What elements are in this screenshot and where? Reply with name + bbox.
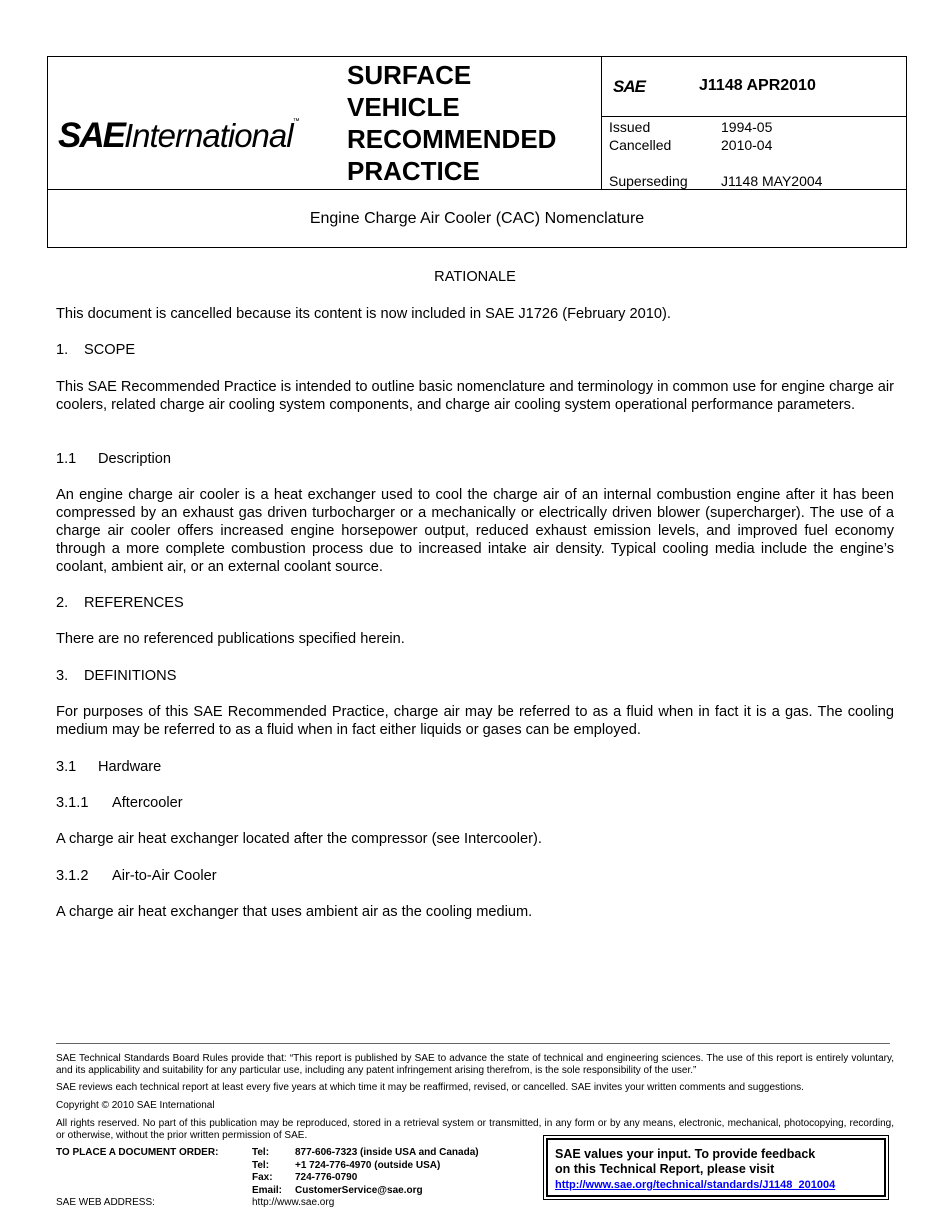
rationale-text: This document is cancelled because its content is now included in SAE J1726 (February 2010). [56,306,671,322]
section-title: Aftercooler [112,795,183,811]
section-title: REFERENCES [84,595,184,611]
issued-value: 1994-05 [721,119,773,135]
header-divider-meta [601,116,907,117]
section-title: Hardware [98,759,162,775]
feedback-text-line2: on this Technical Report, please visit [555,1162,775,1176]
rights-notice: All rights reserved. No part of this publication may be reproduced, stored in a retrieval system or transmitted, in any form or by any means, electronic, mechanical, photocopying, recording, or otherwise, without the prior written permission of SAE. [56,1118,894,1141]
email-value[interactable]: CustomerService@sae.org [295,1185,423,1196]
definitions-text: For purposes of this SAE Recommended Practice, charge air may be referred to as a fluid when in fact it is a gas. The cooling medium may be referred to as a fluid when in fact either liquids or gases can be employed. [56,704,894,738]
logo-trademark: ™ [292,118,300,125]
logo-international-text: International [123,117,293,154]
document-title: Engine Charge Air Cooler (CAC) Nomenclature [309,210,645,227]
section-title: DEFINITIONS [84,668,177,684]
doc-type-line: PRACTICE [347,156,480,186]
section-heading-hardware [56,758,894,776]
section-heading-scope [56,341,894,359]
rationale-heading: RATIONALE [434,269,516,285]
email-label: Email: [252,1185,283,1196]
feedback-box [543,1135,889,1200]
copyright-notice: Copyright © 2010 SAE International [56,1100,215,1111]
scope-text: This SAE Recommended Practice is intended to outline basic nomenclature and terminology in common use for engine charge air coolers, related charge air cooling system components, and charge air cooling system operational performance parameters. [56,379,894,413]
tel1-label: Tel: [252,1147,270,1158]
web-address-link[interactable]: http://www.sae.org [252,1197,335,1208]
tel2-label: Tel: [252,1160,270,1171]
doc-type-line: SURFACE [347,60,472,90]
sae-international-logo [58,116,300,155]
tel1-value: 877-606-7323 (inside USA and Canada) [295,1147,479,1158]
section-number: 1.1 [56,451,77,467]
logo-sae-text: SAE [58,116,124,155]
feedback-text-line1: SAE values your input. To provide feedback [555,1147,816,1161]
order-label: TO PLACE A DOCUMENT ORDER: [56,1147,219,1158]
section-heading-air-to-air [56,867,894,885]
section-number: 2. [56,595,69,611]
feedback-link[interactable]: http://www.sae.org/technical/standards/J1148_201004 [555,1179,836,1191]
section-heading-references [56,594,894,612]
cancelled-label: Cancelled [609,137,672,153]
footer-rule [56,1043,890,1044]
description-text: An engine charge air cooler is a heat exchanger used to cool the charge air of an internal combustion engine after it has been compressed by an exhaust gas driven turbocharger or a mechanically or electrically driven blower (supercharger). The use of a charge air cooler offers increased engine horsepower output, reduced exhaust emission levels, and improved fuel economy through a more complete combustion process due to increased intake air density. Typical cooling media include the engine’s coolant, ambient air, or an external coolant source. [56,487,894,575]
review-notice: SAE reviews each technical report at least every five years at which time it may be reaffirmed, revised, or cancelled. SAE invites your written comments and suggestions. [56,1082,804,1093]
superseding-value: J1148 MAY2004 [721,173,823,189]
section-number: 3.1 [56,759,77,775]
section-number: 3.1.1 [56,795,89,811]
fax-value: 724-776-0790 [295,1172,358,1183]
section-number: 3. [56,668,69,684]
issued-label: Issued [609,119,651,135]
small-sae-logo: SAE [613,77,645,96]
web-address-label: SAE WEB ADDRESS: [56,1197,155,1208]
superseding-label: Superseding [609,173,688,189]
doc-type-line: VEHICLE [347,92,460,122]
cancelled-value: 2010-04 [721,137,773,153]
section-heading-definitions [56,667,894,685]
document-header [47,56,907,248]
section-heading-description [56,450,894,468]
document-number: J1148 APR2010 [699,77,816,94]
header-divider-vertical [601,57,602,189]
doc-type-line: RECOMMENDED [347,124,557,154]
tel2-value: +1 724-776-4970 (outside USA) [295,1160,441,1171]
section-title: Air-to-Air Cooler [112,868,217,884]
section-heading-aftercooler [56,794,894,812]
references-text: There are no referenced publications specified herein. [56,631,405,647]
section-title: Description [98,451,171,467]
document-type [347,59,597,187]
section-title: SCOPE [84,342,136,358]
fax-label: Fax: [252,1172,273,1183]
standards-board-rules: SAE Technical Standards Board Rules provide that: “This report is published by SAE to advance the state of technical and engineering sciences. The use of this report is entirely voluntary, and its applicability and suitability for any particular use, including any patent infringement arising therefrom, is the sole responsibility of the user.” [56,1053,894,1076]
air-to-air-text: A charge air heat exchanger that uses ambient air as the cooling medium. [56,904,533,920]
aftercooler-text: A charge air heat exchanger located after the compressor (see Intercooler). [56,831,542,847]
section-number: 1. [56,342,69,358]
section-number: 3.1.2 [56,868,89,884]
